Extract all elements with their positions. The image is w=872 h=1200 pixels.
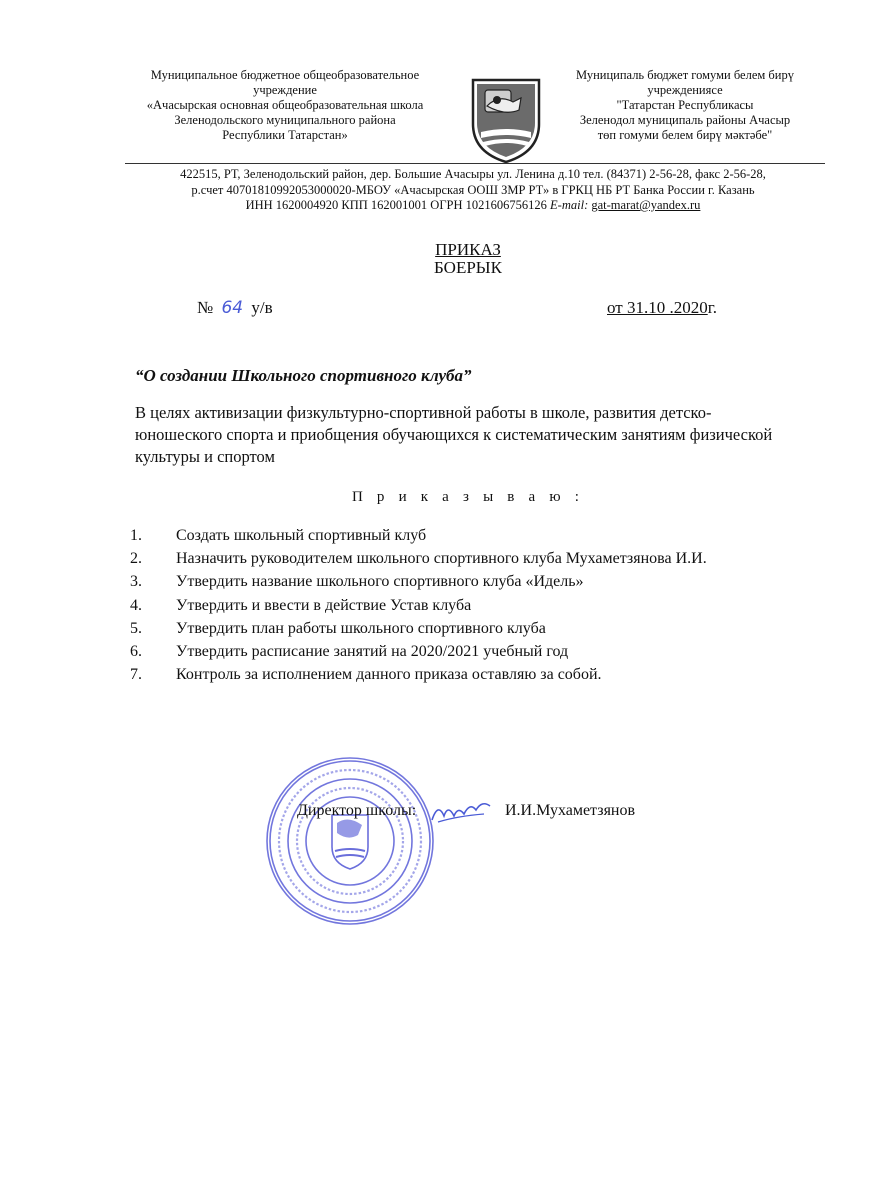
email-link[interactable]: gat-marat@yandex.ru (591, 198, 701, 212)
header-left-line: Зеленодольского муниципального района (174, 113, 396, 127)
header-left-line: Республики Татарстан» (222, 128, 348, 142)
item-number: 6. (130, 643, 142, 661)
item-text: Утвердить название школьного спортивного клуба «Идель» (176, 573, 584, 591)
list-item (130, 547, 707, 570)
list-item (130, 524, 707, 547)
list-item (130, 640, 707, 663)
item-number: 4. (130, 596, 142, 614)
order-preamble: В целях активизации физкультурно-спортивной работы в школе, развития детско-юношеского спорта и приобщения обучающихся к систематическим занятиям физической культуры и спортом (135, 403, 773, 466)
document-title-ru: ПРИКАЗ (435, 240, 501, 259)
order-subject: “О создании Школьного спортивного клуба” (135, 366, 472, 385)
header-right-line: төп гомуми белем бирү мәктәбе" (597, 128, 773, 142)
header-divider (125, 163, 825, 164)
contact-line-ids (118, 198, 828, 214)
contact-ids: ИНН 1620004920 КПП 162001001 ОГРН 1021606756126 (245, 198, 547, 212)
header-right-line: Муниципаль бюджет гомуми белем бирү (576, 68, 794, 82)
order-items-list (130, 524, 707, 686)
header-left-block (110, 68, 460, 143)
contact-details (118, 167, 828, 214)
number-sign: № (197, 298, 214, 317)
item-text: Утвердить план работы школьного спортивного клуба (176, 619, 546, 637)
date-suffix: г. (707, 298, 718, 317)
header-left-line: Муниципальное бюджетное общеобразовательное (150, 68, 420, 82)
item-number: 7. (130, 666, 142, 684)
item-number: 5. (130, 619, 142, 637)
email-label: E-mail: (550, 198, 589, 212)
list-item (130, 570, 707, 593)
signatory-title: Директор школы: (297, 802, 417, 819)
item-number: 3. (130, 573, 142, 591)
handwritten-number: 64 (221, 298, 244, 318)
document-title-tt: БОЕРЫК (434, 258, 502, 277)
header-right-block (540, 68, 830, 143)
list-item (130, 663, 707, 686)
header-right-line: учреждениясе (647, 83, 723, 97)
header-left-line: учреждение (253, 83, 317, 97)
official-seal-stamp (264, 755, 436, 927)
order-number (197, 298, 273, 318)
item-text: Утвердить и ввести в действие Устав клуба (176, 596, 472, 614)
contact-line-address: 422515, РТ, Зеленодольский район, дер. Большие Ачасыры ул. Ленина д.10 тел. (84371) 2-56-28, факс 2-56-28, (180, 167, 766, 181)
date-text: от 31.10 .2020 (607, 298, 708, 317)
order-date (607, 298, 717, 318)
list-item (130, 617, 707, 640)
contact-line-bank: р.счет 40701810992053000020-МБОУ «Ачасырская ООШ ЗМР РТ» в ГРКЦ НБ РТ Банка России г. Казань (191, 182, 755, 197)
signatory-name: И.И.Мухаметзянов (505, 802, 636, 819)
header-right-line: Зеленодол муниципаль районы Ачасыр (579, 113, 791, 127)
number-suffix: у/в (251, 298, 273, 317)
item-number: 1. (130, 527, 142, 544)
item-text: Утвердить расписание занятий на 2020/2021 учебный год (176, 643, 569, 661)
coat-of-arms-emblem (469, 76, 543, 164)
handwritten-signature (428, 796, 496, 826)
header-left-line: «Ачасырская основная общеобразовательная школа (146, 98, 424, 112)
list-item (130, 594, 707, 617)
item-text: Назначить руководителем школьного спортивного клуба Мухаметзянова И.И. (176, 550, 707, 568)
order-directive-word: П р и к а з ы в а ю : (351, 489, 585, 505)
item-text: Создать школьный спортивный клуб (176, 527, 427, 544)
header-right-line: "Татарстан Республикасы (616, 98, 754, 112)
item-text: Контроль за исполнением данного приказа оставляю за собой. (176, 666, 602, 684)
item-number: 2. (130, 550, 142, 568)
